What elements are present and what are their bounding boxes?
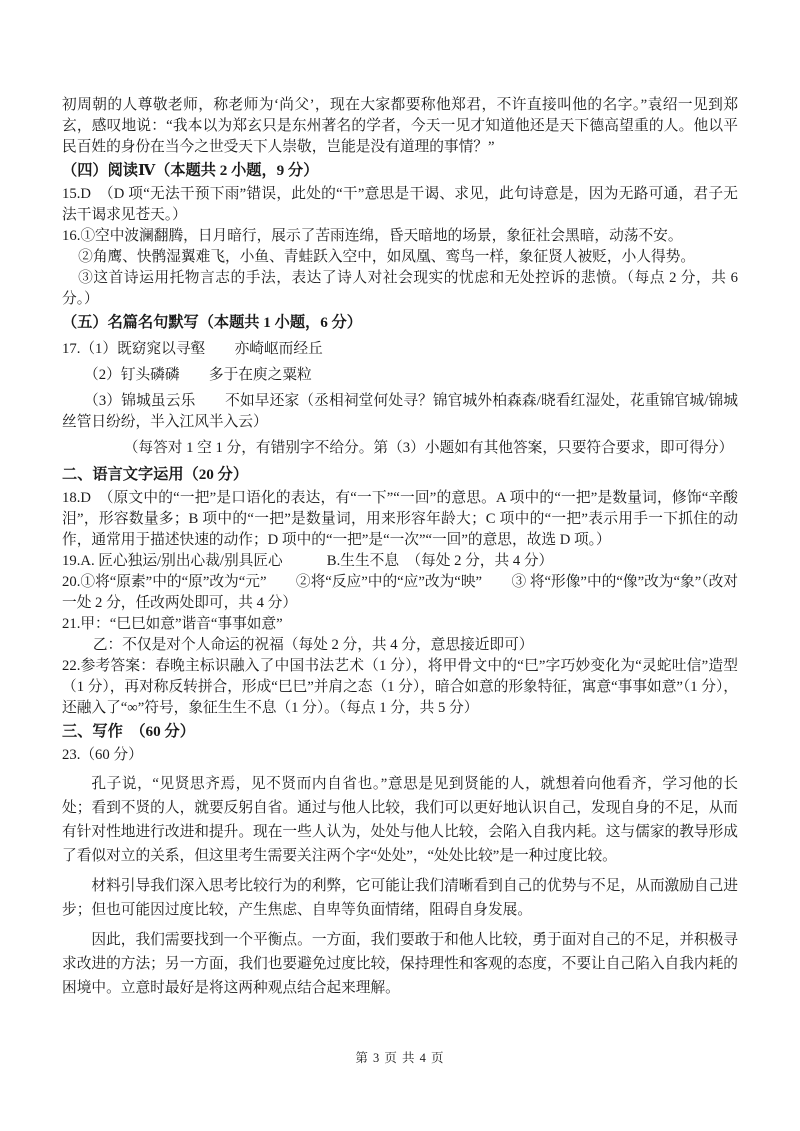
paragraph: 22.参考答案：春晚主标识融入了中国书法艺术（1 分），将甲骨文中的“巳”字巧妙变化为“灵蛇吐信”造型（1 分），再对称反转拼合，形成“巳巳”并肩之态（1 分），暗合如意的形象特征，寓意“事事如意”（1 分），还融入了“∞”符号，象征生生不息（1 分）。（每点 1 分，共 5 分） — [62, 658, 738, 716]
paragraph: 二、语言文字运用（20 分） — [62, 466, 249, 483]
paragraph: 因此，我们需要找到一个平衡点。一方面，我们要敢于和他人比较，勇于面对自己的不足，并积极寻求改进的方法；另一方面，我们也要避免过度比较，保持理性和客观的态度，不要让自己陷入自我内耗的困境中。立意时最好是将这两种观点结合起来理解。 — [62, 932, 738, 996]
answer-key-text-body — [62, 95, 738, 1006]
paragraph: 乙：不仅是对个人命运的祝福（每处 2 分，共 4 分，意思接近即可） — [92, 637, 534, 653]
paragraph: 17.（1）既窈窕以寻壑 亦崎岖而经丘 — [62, 341, 323, 357]
page-number-footer: 第 3 页 共 4 页 — [355, 1051, 445, 1065]
paragraph: 16.①空中波澜翻腾，日月暗行，展示了苦雨连绵，昏天暗地的场景，象征社会黑暗，动荡不安。 — [62, 228, 683, 244]
paragraph: 23.（60 分） — [62, 747, 143, 763]
paragraph: 20.①将“原素”中的“原”改为“元” ②将“反应”中的“应”改为“映” ③ 将“形像”中的“像”改为“象”（改对一处 2 分，任改两处即可，共 4 分） — [62, 574, 738, 611]
paragraph: ③这首诗运用托物言志的手法，表达了诗人对社会现实的忧虑和无处控诉的悲愤。（每点 2 分，共 6 分。） — [62, 270, 738, 307]
paragraph: 15.D （D 项“无法干预下雨”错误，此处的“干”意思是干谒、求见，此句诗意是，因为无路可通，君子无法干谒求见苍天。） — [62, 186, 738, 223]
paragraph: （2）钉头磷磷 多于在庾之粟粒 — [84, 367, 312, 383]
paragraph: 18.D （原文中的“一把”是口语化的表达，有“一下”“一回”的意思。A 项中的“一把”是数量词，修饰“辛酸泪”，形容数量多；B 项中的“一把”是数量词，用来形容年龄大；C 项中的“一把”表示用手一下抓住的动作，通常用于描述快速的动作；D 项中的“一把”是“一次”“一回”的意思，故选 D 项。） — [62, 490, 738, 548]
paragraph: （每答对 1 空 1 分，有错别字不给分。第（3）小题如有其他答案，只要符合要求，即可得分） — [123, 440, 734, 456]
paragraph: 21.甲：“巳巳如意”谐音“事事如意” — [62, 616, 283, 632]
paragraph: 材料引导我们深入思考比较行为的利弊，它可能让我们清晰看到自己的优势与不足，从而激励自己进步；但也可能因过度比较，产生焦虑、自卑等负面情绪，阻碍自身发展。 — [62, 878, 738, 918]
paragraph: （四）阅读Ⅳ（本题共 2 小题，9 分） — [62, 162, 319, 179]
paragraph: （3）锦城虽云乐 不如早还家（丞相祠堂何处寻？锦官城外柏森森/晓看红湿处，花重锦官城/锦城丝管日纷纷，半入江风半入云） — [62, 393, 738, 430]
paragraph: 孔子说，“见贤思齐焉，见不贤而内自省也。”意思是见到贤能的人，就想着向他看齐，学习他的长处；看到不贤的人，就要反躬自省。通过与他人比较，我们可以更好地认识自己，发现自身的不足，从而有针对性地进行改进和提升。现在一些人认为，处处与他人比较，会陷入自我内耗。这与儒家的教导形成了看似对立的关系，但这里考生需要关注两个字“处处”，“处处比较”是一种过度比较。 — [62, 776, 738, 864]
paragraph: 19.A. 匠心独运/别出心裁/别具匠心 B.生生不息 （每处 2 分，共 4 分） — [62, 553, 554, 569]
paragraph: （五）名篇名句默写（本题共 1 小题，6 分） — [62, 314, 362, 331]
paragraph: ②角鹰、快鹘湿翼难飞，小鱼、青蛙跃入空中，如凤凰、鸾鸟一样，象征贤人被贬，小人得势。 — [78, 249, 696, 265]
paragraph: 初周朝的人尊敬老师，称老师为‘尚父’，现在大家都要称他郑君，不许直接叫他的名字。”袁绍一见到郑玄，感叹地说：“我本以为郑玄只是东州著名的学者，今天一见才知道他还是天下德高望重的人。他以平民百姓的身份在当今之世受天下人崇敬，岂能是没有道理的事情？” — [62, 97, 738, 155]
paragraph: 三、写作 （60 分） — [62, 723, 195, 740]
